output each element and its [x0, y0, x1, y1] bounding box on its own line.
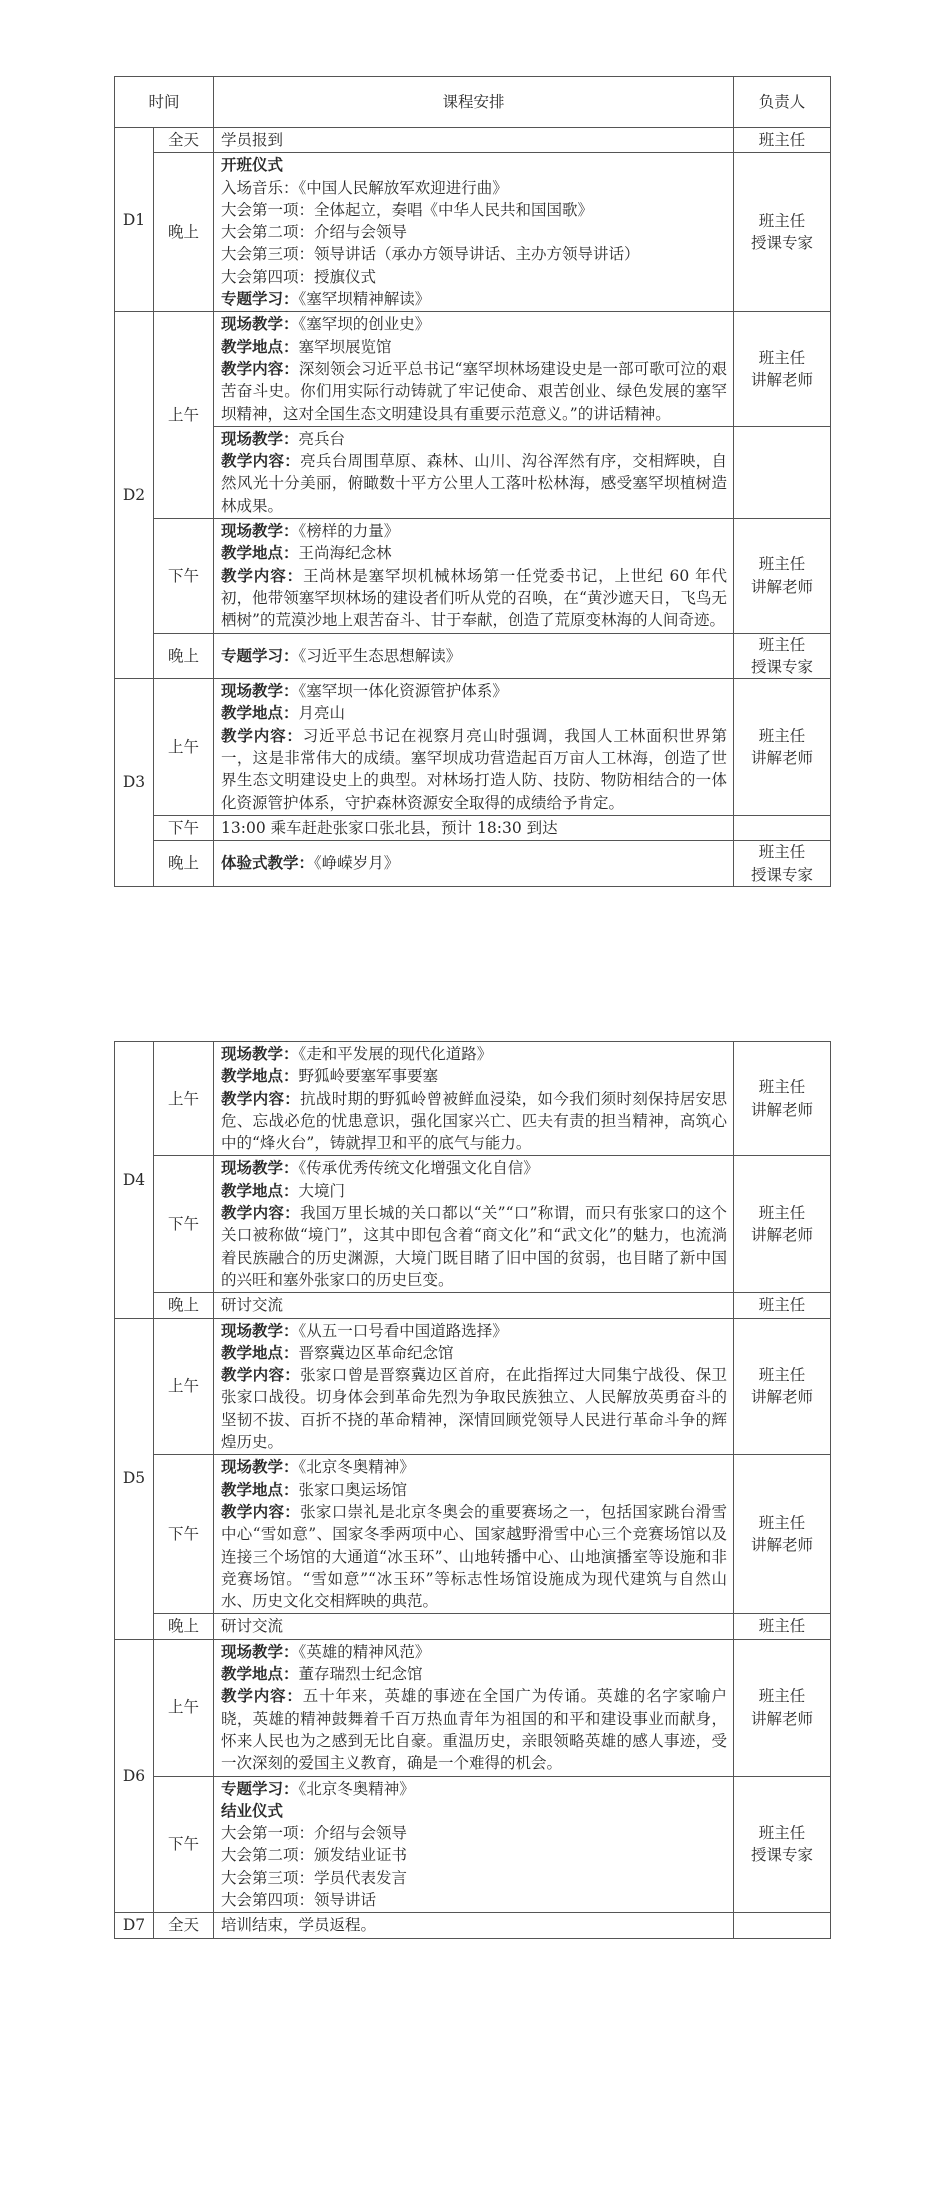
content-text: 大会第三项：领导讲话（承办方领导讲话、主办方领导讲话）	[221, 245, 640, 264]
owner-name: 讲解老师	[751, 371, 814, 390]
content-cell	[214, 1913, 734, 1938]
period-cell: 上午	[154, 1318, 214, 1455]
content-line	[221, 1663, 727, 1685]
content-line	[221, 177, 727, 199]
table-row	[115, 1913, 831, 1938]
content-cell	[214, 128, 734, 153]
content-line	[221, 1342, 727, 1364]
owner-name: 讲解老师	[750, 1388, 813, 1407]
content-label: 专题学习：	[221, 289, 299, 309]
owner-cell	[734, 679, 831, 816]
content-line	[221, 520, 727, 542]
content-label: 教学内容：	[221, 725, 303, 745]
owner-cell	[734, 1614, 831, 1639]
content-text: 入场音乐：《中国人民解放军欢迎进行曲》	[221, 178, 508, 197]
table-body-part-2	[115, 1042, 831, 1939]
content-label: 教学内容：	[221, 1365, 301, 1385]
table-row	[115, 1042, 831, 1156]
period-cell: 全天	[154, 1913, 214, 1938]
content-line	[221, 450, 727, 517]
period-cell: 上午	[154, 679, 214, 816]
content-cell	[214, 426, 734, 518]
table-row	[115, 128, 831, 153]
period-cell: 上午	[154, 1042, 214, 1156]
content-text: 张家口崇礼是北京冬奥会的重要赛场之一，包括国家跳台滑雪中心“雪如意”、国家冬季两项中心、国家越野滑雪中心三个竞赛场馆以及连接三个场馆的大通道“冰玉环”、山地转播中心、山地演播室等设施和非竞赛场馆。“雪如意”“冰玉环”等标志性场馆设施成为现代建筑与自然山水、历史文化交相辉映的典范。	[221, 1502, 727, 1611]
table-header-row	[115, 77, 831, 128]
content-line	[221, 1088, 727, 1155]
content-cell	[214, 1614, 734, 1639]
content-line	[221, 1844, 727, 1866]
content-text: 《榜样的力量》	[298, 522, 400, 541]
content-line	[221, 1364, 727, 1453]
table-row	[115, 1614, 831, 1639]
period-cell: 晚上	[154, 153, 214, 312]
content-label: 现场教学：	[221, 1044, 299, 1063]
owner-name: 讲解老师	[750, 1226, 813, 1245]
owner-name: 讲解老师	[751, 577, 814, 596]
content-line	[221, 1157, 727, 1179]
content-line	[221, 1889, 727, 1911]
schedule-table-part-2	[114, 1041, 831, 1939]
content-line	[221, 1615, 727, 1637]
header-owner: 负责人	[734, 77, 831, 128]
owner-name: 授课专家	[751, 865, 814, 884]
owner-name: 班主任	[758, 555, 806, 574]
content-line	[221, 288, 727, 310]
period-cell: 晚上	[154, 841, 214, 887]
content-label: 现场教学：	[221, 1320, 299, 1340]
content-line	[221, 702, 727, 724]
content-line	[221, 266, 727, 288]
owner-name: 班主任	[758, 1824, 806, 1843]
content-label: 教学内容：	[221, 358, 299, 378]
content-text: 亮兵台周围草原、森林、山川、沟谷浑然有序，交相辉映，自然风光十分美丽，俯瞰数十平方公里人工落叶松林海，感受塞罕坝植树造林成果。	[221, 452, 728, 515]
content-label: 现场教学：	[221, 521, 299, 541]
content-label: 教学地点：	[221, 1066, 299, 1086]
content-text: 亮兵台	[298, 429, 346, 448]
content-text: 晋察冀边区革命纪念馆	[298, 1343, 454, 1362]
content-label: 体验式教学：	[221, 853, 315, 873]
owner-cell	[734, 1913, 831, 1938]
period-cell: 全天	[154, 128, 214, 153]
content-text: 《习近平生态思想解读》	[298, 646, 462, 665]
period-cell: 晚上	[154, 1293, 214, 1318]
content-text: 《走和平发展的现代化道路》	[298, 1045, 493, 1063]
content-label: 教学内容：	[221, 1203, 300, 1223]
table-row	[115, 1455, 831, 1614]
content-text: 大会第一项：介绍与会领导	[221, 1824, 408, 1843]
content-cell	[214, 1156, 734, 1293]
owner-cell	[734, 1455, 831, 1614]
period-cell: 下午	[154, 1156, 214, 1293]
content-line	[221, 154, 727, 176]
content-text: 张家口曾是晋察冀边区首府，在此指挥过大同集宁战役、保卫张家口战役。切身体会到革命先烈为争取民族独立、人民解放英勇奋斗的坚韧不拔、百折不挠的革命精神，深情回顾党领导人民进行革命斗争的辉煌历史。	[221, 1366, 727, 1452]
content-text: 张家口奥运场馆	[298, 1480, 408, 1499]
table-row	[115, 1776, 831, 1913]
content-cell	[214, 1293, 734, 1318]
day-cell: D6	[115, 1639, 154, 1913]
content-text: 王尚林是塞罕坝机械林场第一任党委书记，上世纪 60 年代初，他带领塞罕坝林场的建设者们听从党的召唤，在“黄沙遮天日，飞鸟无栖树”的荒漠沙地上艰苦奋斗、甘于奉献，创造了荒原变林海的人间奇迹。	[221, 566, 728, 630]
day-cell: D1	[115, 128, 154, 312]
owner-cell	[734, 153, 831, 312]
content-line	[221, 1800, 727, 1822]
content-line	[221, 1456, 727, 1478]
content-text: 月亮山	[298, 704, 346, 723]
owner-name: 授课专家	[751, 657, 814, 676]
owner-name: 班主任	[758, 726, 806, 745]
content-line	[221, 565, 727, 632]
owner-cell	[734, 519, 831, 633]
content-line	[221, 1065, 727, 1087]
content-line	[221, 1320, 727, 1342]
content-cell	[214, 153, 734, 312]
table-row	[115, 679, 831, 816]
content-line	[221, 129, 727, 151]
owner-cell	[734, 815, 831, 840]
content-label: 现场教学：	[221, 314, 299, 334]
content-cell	[214, 312, 734, 426]
period-cell: 上午	[154, 312, 214, 519]
content-text: 学员报到	[221, 131, 284, 149]
owner-name: 班主任	[758, 1617, 806, 1636]
content-label: 教学地点：	[221, 703, 299, 723]
content-cell	[214, 1639, 734, 1776]
owner-cell	[734, 128, 831, 153]
content-line	[221, 358, 727, 425]
content-line	[221, 645, 727, 667]
owner-cell	[734, 1156, 831, 1293]
content-label: 教学内容：	[221, 1686, 303, 1706]
content-text: 研讨交流	[221, 1296, 284, 1315]
table-row	[115, 1156, 831, 1293]
content-label: 专题学习：	[221, 645, 299, 665]
content-text: 野狐岭要塞军事要塞	[298, 1067, 439, 1086]
content-text: 《塞罕坝精神解读》	[298, 290, 431, 309]
table-row	[115, 841, 831, 887]
period-cell: 上午	[154, 1639, 214, 1776]
owner-cell	[734, 633, 831, 679]
owner-cell	[734, 312, 831, 426]
table-row	[115, 815, 831, 840]
content-text: 大会第四项：领导讲话	[221, 1890, 377, 1909]
content-label: 教学内容：	[221, 1088, 301, 1108]
content-label: 现场教学：	[221, 428, 299, 448]
content-label: 教学地点：	[221, 1664, 299, 1684]
period-cell: 下午	[154, 1455, 214, 1614]
content-label: 教学地点：	[221, 543, 299, 563]
content-line	[221, 542, 727, 564]
content-label: 专题学习：	[221, 1778, 299, 1798]
content-line	[221, 817, 727, 839]
content-label: 结业仪式	[221, 1800, 284, 1820]
content-text: 《北京冬奥精神》	[298, 1458, 415, 1477]
content-text: 大会第二项：颁发结业证书	[221, 1846, 408, 1865]
content-cell	[214, 1776, 734, 1913]
content-cell	[214, 815, 734, 840]
owner-name: 授课专家	[751, 234, 814, 253]
owner-name: 班主任	[758, 1514, 806, 1533]
content-line	[221, 1294, 727, 1316]
owner-cell	[734, 1318, 831, 1455]
owner-cell	[734, 1776, 831, 1913]
content-text: 13:00 乘车赶赴张家口张北县，预计 18:30 到达	[221, 818, 558, 837]
content-label: 现场教学：	[221, 681, 299, 701]
day-cell: D2	[115, 312, 154, 679]
content-cell	[214, 1042, 734, 1156]
owner-name: 班主任	[758, 1078, 806, 1097]
content-line	[221, 680, 727, 702]
content-cell	[214, 519, 734, 633]
period-cell: 下午	[154, 519, 214, 633]
content-text: 《峥嵘岁月》	[314, 854, 400, 873]
day-cell: D3	[115, 679, 154, 887]
owner-name: 讲解老师	[751, 749, 814, 768]
content-label: 教学地点：	[221, 1479, 299, 1499]
content-text: 《传承优秀传统文化增强文化自信》	[298, 1159, 539, 1178]
content-line	[221, 336, 727, 358]
content-label: 现场教学：	[221, 1158, 299, 1178]
content-line	[221, 428, 727, 450]
content-label: 现场教学：	[221, 1457, 299, 1477]
owner-cell	[734, 1639, 831, 1776]
content-text: 大会第四项：授旗仪式	[221, 267, 377, 286]
content-text: 培训结束，学员返程。	[221, 1916, 377, 1935]
owner-name: 讲解老师	[750, 1100, 813, 1119]
content-label: 开班仪式	[221, 155, 284, 175]
table-row	[115, 426, 831, 518]
table-row	[115, 312, 831, 426]
day-cell: D7	[115, 1913, 154, 1938]
owner-name: 讲解老师	[750, 1536, 813, 1555]
owner-name: 班主任	[758, 1296, 806, 1315]
content-line	[221, 725, 727, 814]
content-line	[221, 1202, 727, 1291]
period-cell: 下午	[154, 1776, 214, 1913]
day-cell: D4	[115, 1042, 154, 1319]
content-line	[221, 313, 727, 335]
owner-name: 班主任	[758, 131, 806, 149]
content-label: 教学地点：	[221, 1180, 299, 1200]
content-text: 《塞罕坝的创业史》	[298, 315, 431, 334]
content-line	[221, 1479, 727, 1501]
owner-name: 班主任	[758, 212, 806, 231]
content-text: 五十年来，英雄的事迹在全国广为传诵。英雄的名字家喻户晓，英雄的精神鼓舞着千百万热血青年为祖国的和平和建设事业而献身，怀来人民也为之感到无比自豪。重温历史，亲眼领略英雄的感人事迹，受一次深刻的爱国主义教育，确是一个难得的机会。	[221, 1687, 727, 1773]
period-cell: 下午	[154, 815, 214, 840]
content-line	[221, 1501, 727, 1612]
content-text: 深刻领会习近平总书记“塞罕坝林场建设史是一部可歌可泣的艰苦奋斗史。你们用实际行动铸就了牢记使命、艰苦创业、绿色发展的塞罕坝精神，这对全国生态文明建设具有重要示范意义。”的讲话精神。	[221, 359, 728, 423]
content-text: 《北京冬奥精神》	[298, 1779, 415, 1798]
content-text: 大境门	[298, 1181, 346, 1200]
table-body-part-1	[115, 128, 831, 887]
table-row	[115, 153, 831, 312]
table-row	[115, 1293, 831, 1318]
header-schedule: 课程安排	[214, 77, 734, 128]
content-line	[221, 1641, 727, 1663]
content-text: 大会第一项：全体起立，奏唱《中华人民共和国国歌》	[221, 200, 594, 219]
content-cell	[214, 679, 734, 816]
table-row	[115, 1318, 831, 1455]
content-label: 现场教学：	[221, 1641, 299, 1661]
period-cell: 晚上	[154, 1614, 214, 1639]
day-cell: D5	[115, 1318, 154, 1639]
content-line	[221, 1822, 727, 1844]
schedule-table-part-1	[114, 76, 831, 887]
owner-cell	[734, 1293, 831, 1318]
period-cell: 晚上	[154, 633, 214, 679]
content-cell	[214, 841, 734, 887]
content-text: 大会第二项：介绍与会领导	[221, 223, 408, 242]
content-line	[221, 1043, 727, 1065]
content-text: 大会第三项：学员代表发言	[221, 1868, 408, 1887]
owner-name: 班主任	[758, 1687, 806, 1706]
content-cell	[214, 633, 734, 679]
content-line	[221, 221, 727, 243]
content-cell	[214, 1455, 734, 1614]
content-cell	[214, 1318, 734, 1455]
content-text: 习近平总书记在视察月亮山时强调，我国人工林面积世界第一，这是非常伟大的成绩。塞罕坝成功营造起百万亩人工林海，创造了世界生态文明建设史上的典型。对林场打造人防、技防、物防相结合的一体化资源管护体系，守护森林资源安全取得的成绩给予肯定。	[221, 726, 728, 812]
content-label: 教学内容：	[221, 451, 301, 471]
content-text: 《塞罕坝一体化资源管护体系》	[298, 682, 508, 701]
content-text: 董存瑞烈士纪念馆	[298, 1665, 423, 1684]
content-text: 抗战时期的野狐岭曾被鲜血浸染，如今我们须时刻保持居安思危、忘战必危的忧患意识，强化国家兴亡、匹夫有责的担当精神，高筑心中的“烽火台”，铸就捍卫和平的底气与能力。	[221, 1089, 727, 1153]
content-label: 教学内容：	[221, 1501, 301, 1521]
content-text: 塞罕坝展览馆	[298, 337, 392, 356]
owner-cell	[734, 1042, 831, 1156]
content-text: 我国万里长城的关口都以“关”“口”称谓，而只有张家口的这个关口被称做“境门”，这其中即包含着“商文化”和“武文化”的魅力，也流淌着民族融合的历史渊源，大境门既目睹了旧中国的贫弱，也目睹了新中国的兴旺和塞外张家口的历史巨变。	[221, 1204, 727, 1289]
owner-cell	[734, 426, 831, 518]
content-line	[221, 1914, 727, 1936]
owner-name: 班主任	[758, 843, 806, 862]
table-row	[115, 633, 831, 679]
content-text: 王尚海纪念林	[298, 544, 392, 563]
content-label: 教学内容：	[221, 565, 303, 585]
content-line	[221, 1180, 727, 1202]
owner-name: 班主任	[758, 348, 806, 367]
content-text: 《从五一口号看中国道路选择》	[298, 1321, 508, 1340]
header-time: 时间	[115, 77, 214, 128]
owner-name: 授课专家	[750, 1846, 813, 1865]
table-row	[115, 1639, 831, 1776]
owner-name: 班主任	[758, 1204, 806, 1223]
owner-name: 讲解老师	[750, 1709, 813, 1728]
owner-name: 班主任	[758, 635, 806, 654]
content-line	[221, 852, 727, 874]
content-line	[221, 199, 727, 221]
content-line	[221, 243, 727, 265]
content-line	[221, 1867, 727, 1889]
content-text: 研讨交流	[221, 1617, 284, 1636]
content-label: 教学地点：	[221, 336, 299, 356]
table-row	[115, 519, 831, 633]
content-text: 《英雄的精神风范》	[298, 1642, 431, 1661]
content-label: 教学地点：	[221, 1342, 299, 1362]
content-line	[221, 1685, 727, 1774]
content-line	[221, 1778, 727, 1800]
owner-cell	[734, 841, 831, 887]
owner-name: 班主任	[758, 1366, 806, 1385]
